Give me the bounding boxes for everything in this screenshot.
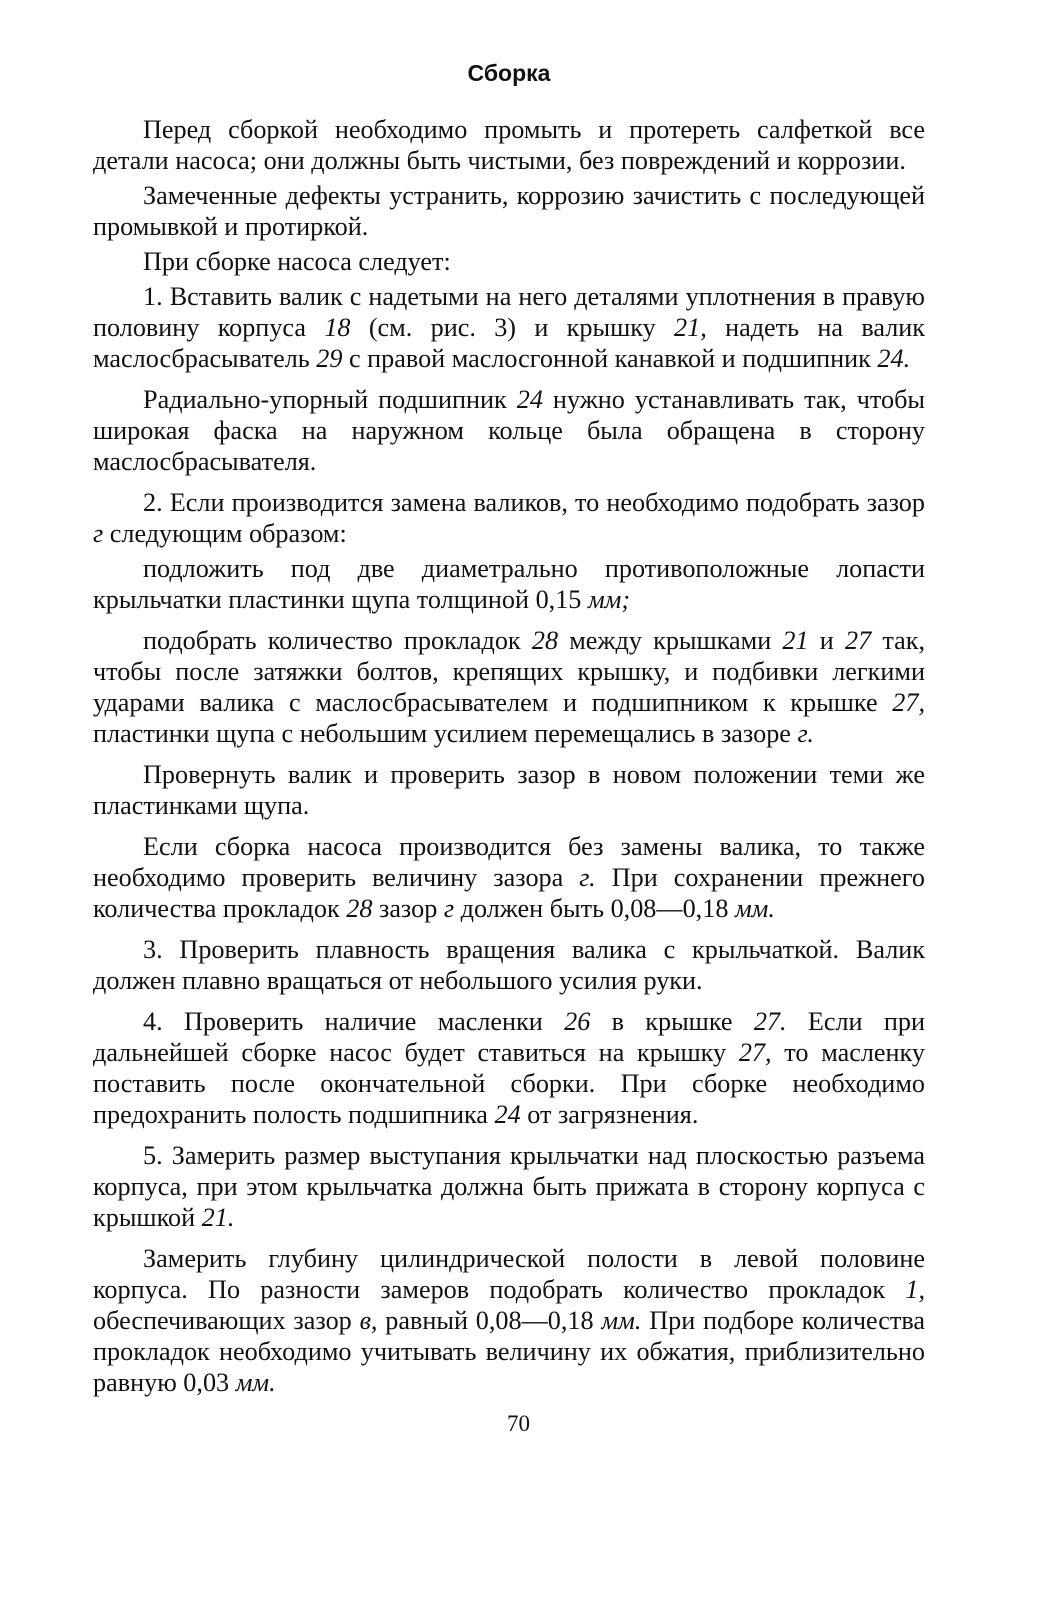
- text-run: подложить под две диаметрально противоположные лопасти крыльчатки пластинки щупа толщиной 0,15: [93, 554, 925, 614]
- italic-text-run: 1,: [905, 1275, 925, 1304]
- page-number: 70: [507, 1411, 530, 1436]
- italic-text-run: 27,: [892, 688, 925, 717]
- text-run: Если при дальнейшей сборке насос будет ставиться на крышку: [93, 1007, 925, 1067]
- italic-text-run: мм.: [235, 1368, 276, 1397]
- paragraph: [93, 625, 925, 749]
- paragraph: [93, 281, 925, 374]
- italic-text-run: г.: [797, 719, 814, 748]
- paragraph: [93, 934, 925, 996]
- italic-text-run: 24.: [877, 344, 911, 373]
- text-run: в крышке: [590, 1007, 754, 1036]
- text-run: При сборке насоса следует:: [143, 247, 451, 276]
- paragraph: [93, 553, 925, 615]
- text-run: 5. Замерить размер выступания крыльчатки над плоскостью разъема корпуса, при этом крыльчатка должна быть прижата в сторону корпуса с крышкой: [93, 1141, 925, 1232]
- paragraph: [93, 180, 925, 242]
- italic-text-run: г.: [579, 863, 596, 892]
- paragraph: [93, 759, 925, 821]
- paragraph: [93, 384, 925, 477]
- text-run: Радиально-упорный подшипник: [143, 385, 517, 414]
- text-run: надеть на валик маслосбрасыватель: [93, 313, 925, 373]
- italic-text-run: г: [93, 519, 104, 548]
- italic-text-run: мм.: [734, 894, 775, 923]
- text-run: Замеченные дефекты устранить, коррозию зачистить с последующей промывкой и протиркой.: [93, 181, 925, 241]
- paragraph: [93, 831, 925, 924]
- text-run: 2. Если производится замена валиков, то необходимо подобрать зазор: [143, 488, 925, 517]
- text-run: подобрать количество прокладок: [143, 626, 532, 655]
- italic-text-run: 27.: [753, 1007, 787, 1036]
- text-run: равный 0,08—0,18: [377, 1306, 602, 1335]
- italic-text-run: 26: [564, 1007, 591, 1036]
- italic-text-run: мм;: [587, 585, 631, 614]
- text-run: При подборе количества прокладок необходимо учитывать величину их обжатия, приблизительно равную 0,03: [93, 1306, 925, 1397]
- text-run: 3. Проверить плавность вращения валика с крыльчаткой. Валик должен плавно вращаться от небольшого усилия руки.: [93, 935, 925, 995]
- text-run: обеспечивающих зазор: [93, 1306, 360, 1335]
- paragraph: [93, 1006, 925, 1130]
- text-run: от загрязнения.: [520, 1100, 699, 1129]
- text-run: зазор: [372, 894, 444, 923]
- italic-text-run: 27,: [738, 1038, 772, 1067]
- text-run: (см. рис. 3) и крышку: [350, 313, 675, 342]
- text-body: [93, 114, 925, 1398]
- text-run: с правой маслосгонной канавкой и подшипник: [342, 344, 878, 373]
- italic-text-run: 28: [346, 894, 373, 923]
- paragraph: [93, 114, 925, 176]
- text-run: 4. Проверить наличие масленки: [143, 1007, 565, 1036]
- text-run: должен быть 0,08—0,18: [454, 894, 735, 923]
- section-title: Сборка: [467, 60, 551, 86]
- italic-text-run: 27: [844, 626, 872, 655]
- text-run: Замерить глубину цилиндрической полости в левой половине корпуса. По разности замеров подобрать количество прокладок: [93, 1244, 925, 1304]
- text-run: 1. Вставить валик с надетыми на него деталями уплотнения в правую половину корпуса: [93, 282, 925, 342]
- italic-text-run: г: [443, 894, 455, 923]
- italic-text-run: 21,: [674, 313, 707, 342]
- text-run: следующим образом:: [103, 519, 347, 548]
- text-run: нужно устанавливать так, чтобы широкая фаска на наружном кольце была обращена в сторону маслосбрасывателя.: [93, 385, 925, 476]
- italic-text-run: в,: [359, 1306, 378, 1335]
- italic-text-run: 21.: [201, 1203, 235, 1232]
- italic-text-run: 18: [324, 313, 351, 342]
- italic-text-run: 24: [516, 385, 543, 414]
- text-run: пластинки щупа с небольшим усилием перемещались в зазоре: [93, 719, 798, 748]
- italic-text-run: мм.: [601, 1306, 642, 1335]
- italic-text-run: 29: [316, 344, 343, 373]
- paragraph: [93, 246, 925, 277]
- text-run: то масленку поставить после окончательной сборки. При сборке необходимо предохранить полость подшипника: [93, 1038, 925, 1129]
- text-run: При сохранении прежнего количества прокладок: [93, 863, 925, 923]
- text-run: Перед сборкой необходимо промыть и протереть салфеткой все детали насоса; они должны быть чистыми, без повреждений и коррозии.: [93, 115, 925, 175]
- text-run: Провернуть валик и проверить зазор в новом положении теми же пластинками щупа.: [93, 760, 925, 820]
- paragraph: [93, 1140, 925, 1233]
- italic-text-run: 28: [531, 626, 559, 655]
- text-run: и: [808, 626, 845, 655]
- text-run: между крышками: [558, 626, 783, 655]
- text-run: так, чтобы после затяжки болтов, крепящих крышку, и подбивки легкими ударами валика с маслосбрасывателем и подшипником к крышке: [93, 626, 926, 717]
- text-run: Если сборка насоса производится без замены валика, то также необходимо проверить величину зазора: [93, 832, 925, 892]
- paragraph: [93, 487, 925, 549]
- page-body: [93, 58, 925, 1402]
- italic-text-run: 21: [782, 626, 809, 655]
- italic-text-run: 24: [494, 1100, 521, 1129]
- paragraph: [93, 1243, 925, 1398]
